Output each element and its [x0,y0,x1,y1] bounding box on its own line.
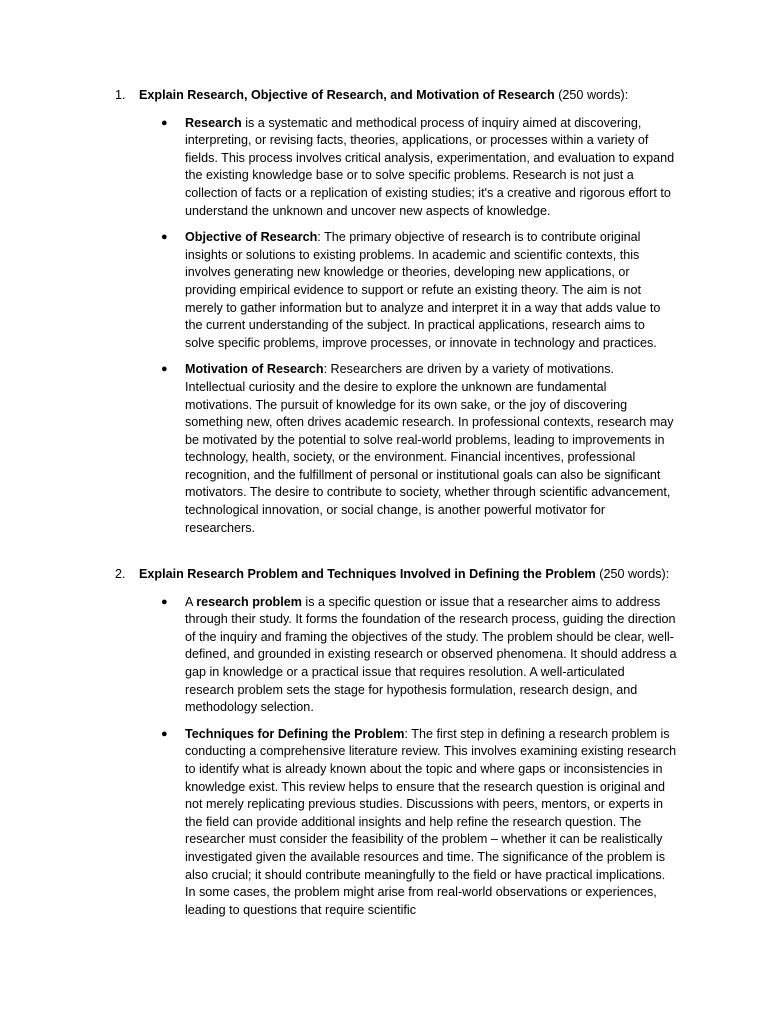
bullet-icon: ● [161,595,168,608]
bullet-text: is a systematic and methodical process of inquiry aimed at discovering, interpreting, or revising facts, theories, applications, or processes within a variety of fields. This process involves critical analysis, experimentation, and evaluation to expand the existing knowledge base or to solve specific problems. Research is not just a collection of facts or a replication of existing studies; it's a creative and rigorous effort to understand the unknown and uncover new aspects of knowledge. [185,115,675,218]
bullet-icon: ● [161,231,168,244]
heading-title: Explain Research, Objective of Research, and Motivation of Research [139,88,555,102]
bullet-text: : The primary objective of research is to contribute original insights or solutions to existing problems. In academic and scientific contexts, this involves generating new knowledge or theories, developing new applications, or providing empirical evidence to support or refute an existing theory. The aim is not merely to gather information but to analyze and interpret it in a way that adds value to the current understanding of the subject. In practical applications, research aims to solve specific problems, improve processes, or innovate in technology and practices. [185,230,661,350]
list-item-research-problem [0,594,677,717]
bullet-term: Research [185,115,242,130]
list-item-techniques [0,726,677,920]
heading-suffix: (250 words): [595,567,670,581]
section-number: 2. [115,567,126,581]
bullet-icon: ● [161,727,168,740]
list-item-objective [0,229,677,352]
bullet-lead: A [185,594,197,609]
bullet-term: Techniques for Defining the Problem [185,726,405,741]
bullet-term: Objective of Research [185,230,318,245]
list-item-research [0,115,677,221]
section-heading [0,566,699,584]
heading-title: Explain Research Problem and Techniques Involved in Defining the Problem [139,567,596,581]
bullet-icon: ● [161,116,168,129]
section-number: 1. [115,88,126,102]
bullet-term: research problem [196,594,302,609]
section-1 [0,87,768,537]
bullet-text: : The first step in defining a research problem is conducting a comprehensive literature review. This involves examining existing research to identify what is already known about the topic and where gaps or inconsistencies in knowledge exist. This review helps to ensure that the research question is original and not merely replicating previous studies. Discussions with peers, mentors, or experts in the field can provide additional insights and help refine the research question. The researcher must consider the feasibility of the problem – whether it can be realistically investigated given the available resources and time. The significance of the problem is also crucial; it should contribute meaningfully to the field or have practical implications. In some cases, the problem might arise from real-world observations or experiences, leading to questions that require scientific [185,726,677,917]
bullet-icon: ● [161,363,168,376]
bullet-text: is a specific question or issue that a researcher aims to address through their study. It forms the foundation of the research process, guiding the direction of the inquiry and framing the objectives of the study. The problem should be clear, well-defined, and grounded in existing research or observed phenomena. It should address a gap in knowledge or a practical issue that requires resolution. A well-articulated research problem sets the stage for hypothesis formulation, research design, and methodology selection. [185,594,677,715]
heading-suffix: (250 words): [554,88,629,102]
section-2 [0,566,768,919]
bullet-term: Motivation of Research [185,362,324,377]
list-item-motivation [0,361,677,537]
section-heading [0,87,699,105]
bullet-text: : Researchers are driven by a variety of motivations. Intellectual curiosity and the desire to explore the unknown are fundamental motivations. The pursuit of knowledge for its own sake, or the joy of discovering something new, often drives academic research. In professional contexts, research may be motivated by the potential to solve real-world problems, leading to improvements in technology, health, society, or the environment. Financial incentives, professional recognition, and the fulfillment of personal or institutional goals can also be significant motivators. The desire to contribute to society, whether through scientific advancement, technological innovation, or social change, is another powerful motivator for researchers. [185,362,674,535]
